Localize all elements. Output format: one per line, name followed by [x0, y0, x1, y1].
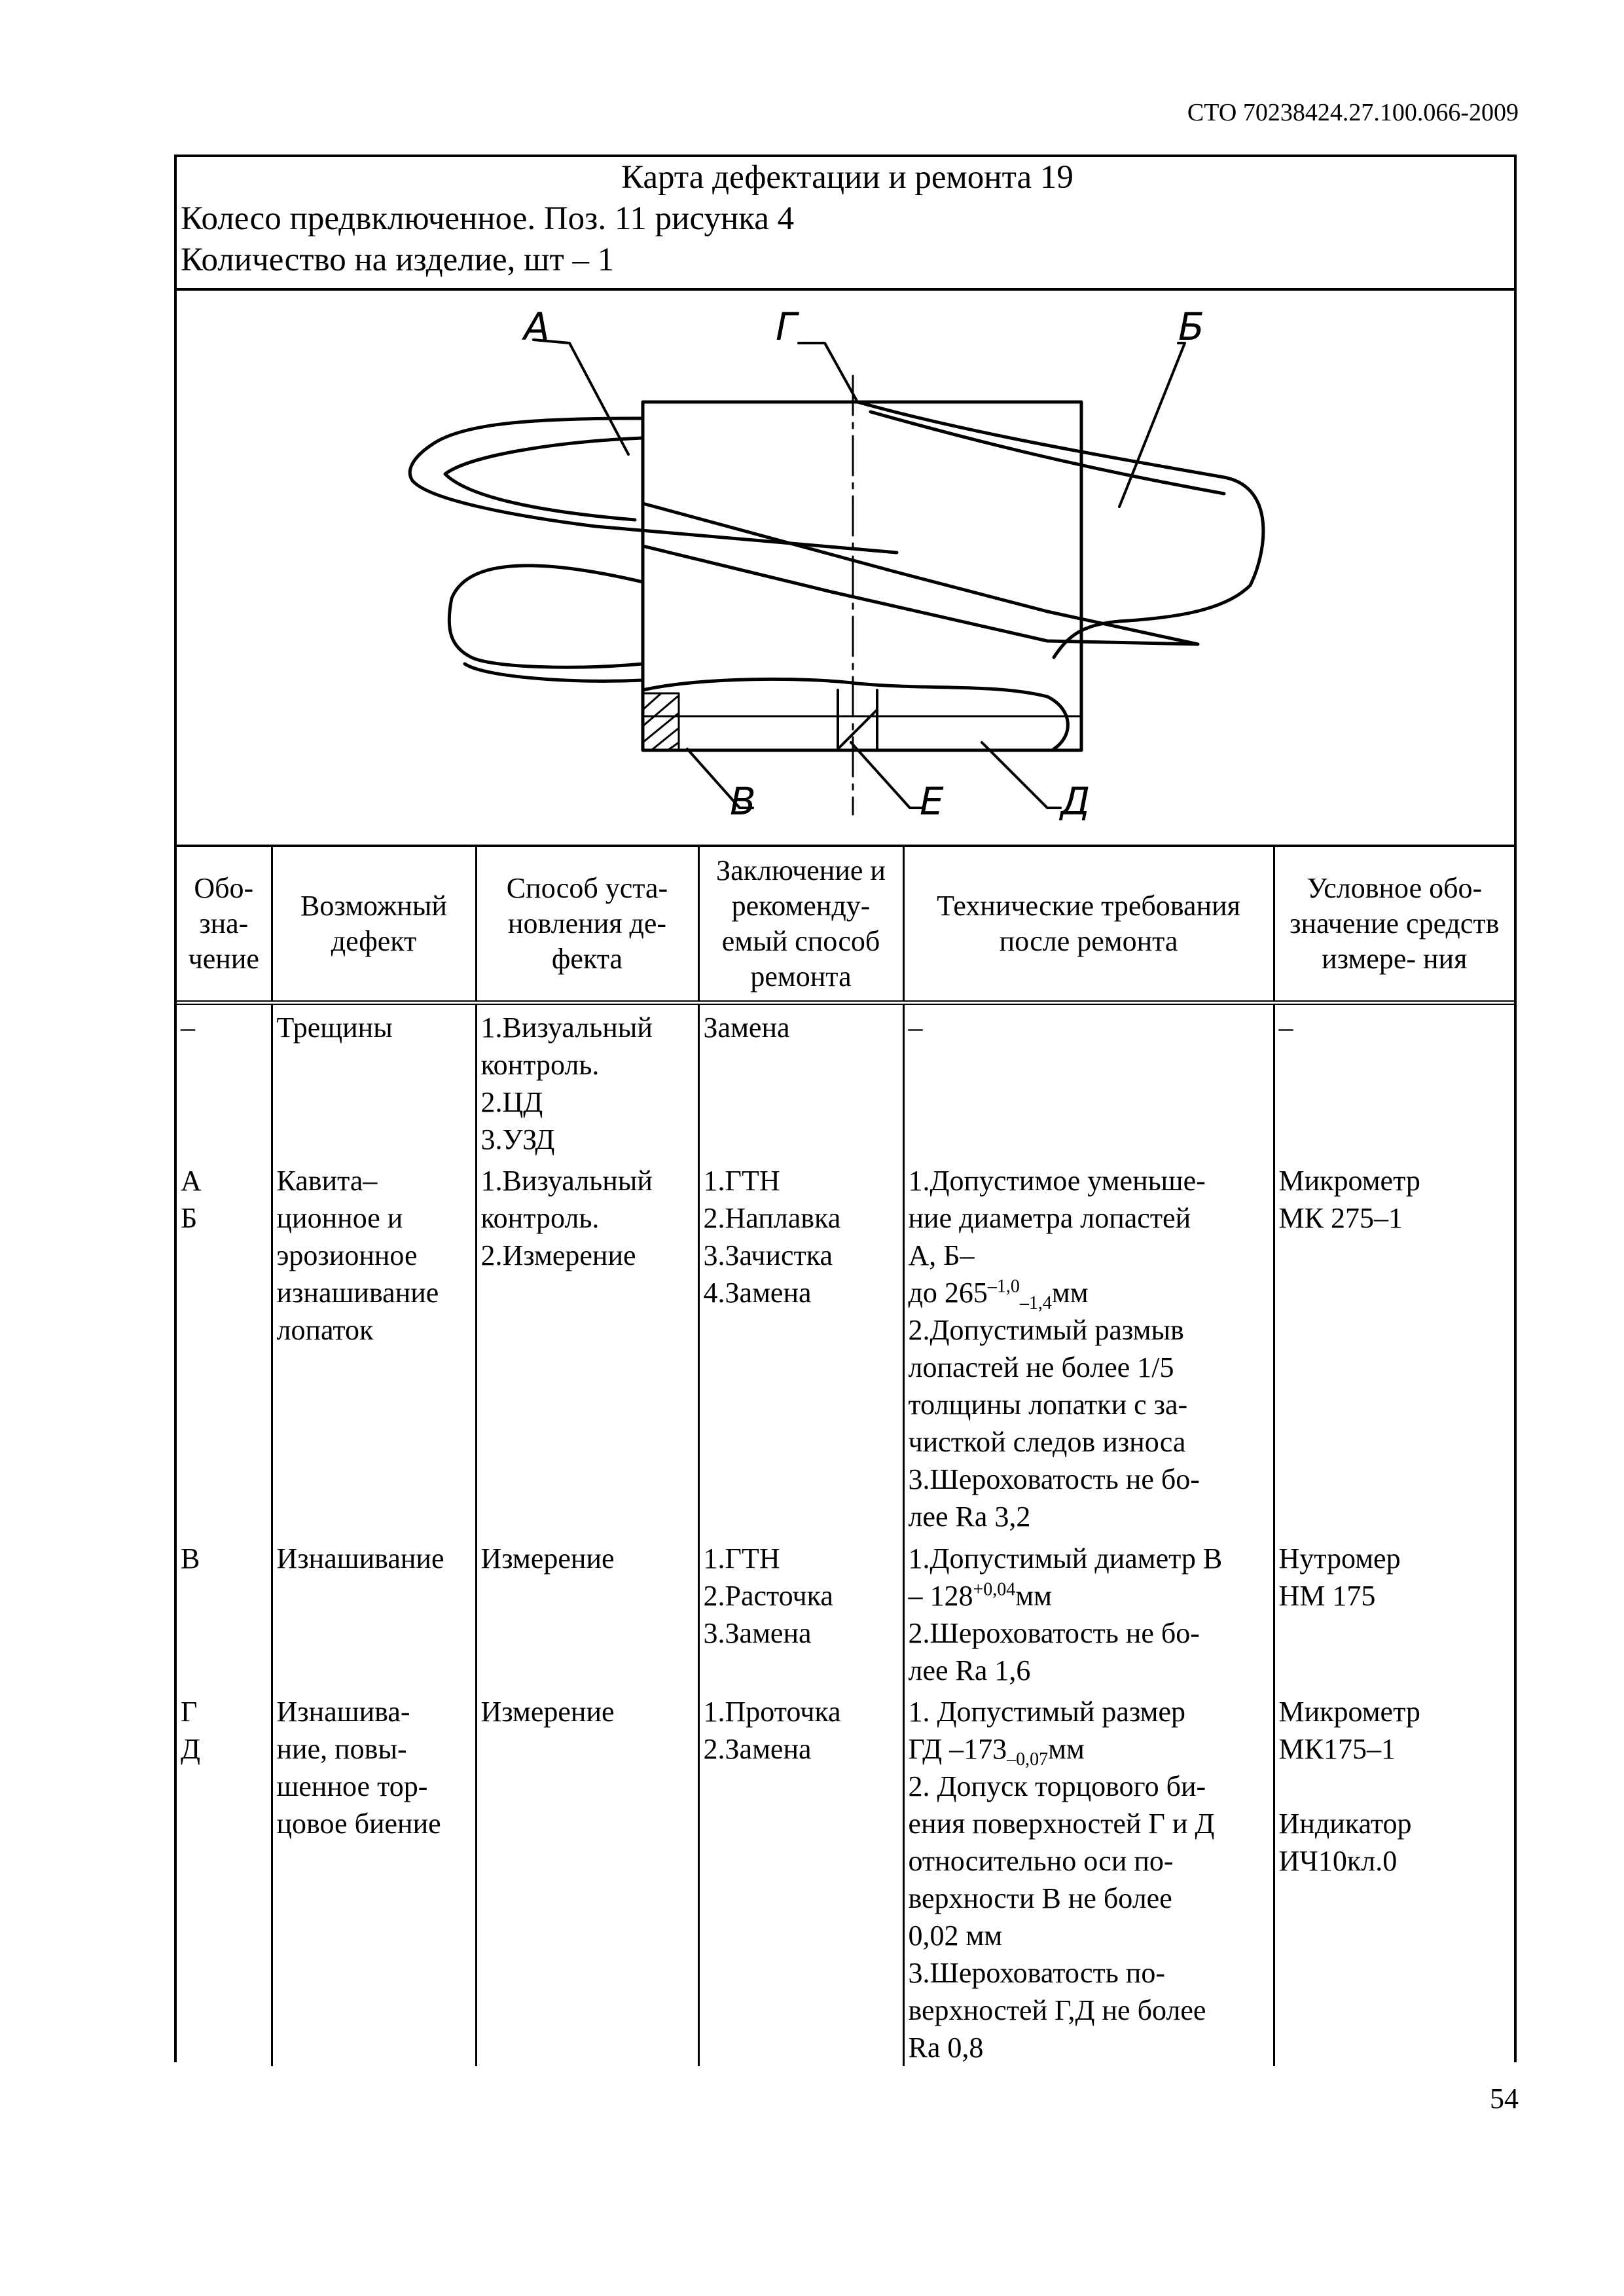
- designation-line: А: [181, 1165, 202, 1197]
- requirement-line: Ra 0,8: [908, 2032, 984, 2064]
- requirement-line: 2.Шероховатость не бо-: [908, 1617, 1200, 1649]
- table-row: [177, 1536, 1514, 1689]
- leader-lines: [533, 340, 1185, 808]
- defect-line: Трещины: [276, 1011, 393, 1044]
- cell-instruments: [1274, 1003, 1514, 1159]
- cell-defect: [272, 1689, 476, 2066]
- requirement-line: А, Б–: [908, 1239, 975, 1271]
- instruments-line: МК 275–1: [1278, 1202, 1403, 1234]
- designation-line: Д: [181, 1733, 201, 1765]
- requirement-line: чисткой следов износа: [908, 1426, 1186, 1458]
- defect-line: Изнашива-: [276, 1696, 410, 1728]
- header-instruments: Условное обо- значение средств измере- ния: [1274, 847, 1514, 1003]
- detection-line: 3.УЗД: [480, 1123, 555, 1156]
- upper-deviation: –1,0: [987, 1276, 1020, 1297]
- requirement-line: верхности В не более: [908, 1882, 1172, 1914]
- cell-designation: [177, 1689, 272, 2066]
- page-number: 54: [1490, 2083, 1519, 2115]
- part-drawing: [177, 291, 1514, 847]
- blade-lower: [449, 566, 643, 667]
- lower-deviation: –0,07: [1007, 1749, 1049, 1770]
- requirement-line: ения поверхностей Г и Д: [908, 1808, 1215, 1840]
- table-row: [177, 1003, 1514, 1159]
- dimension-value: до 265: [908, 1277, 988, 1309]
- keyway: [838, 690, 877, 750]
- designation-line: Б: [181, 1202, 198, 1234]
- detection-line: 1.Визуальный: [480, 1011, 653, 1044]
- instruments-line: НМ 175: [1278, 1580, 1376, 1612]
- defect-line: шенное тор-: [276, 1770, 428, 1802]
- requirement-line: ние диаметра лопастей: [908, 1202, 1191, 1234]
- lower-deviation: –1,4: [1019, 1292, 1052, 1313]
- instruments-line: Нутромер: [1278, 1542, 1401, 1575]
- cell-requirements: [903, 1536, 1274, 1689]
- detection-line: 1.Визуальный: [480, 1165, 653, 1197]
- requirement-line: лопастей не более 1/5: [908, 1351, 1174, 1383]
- dimension-unit: мм: [1051, 1277, 1089, 1309]
- cell-detection: [476, 1158, 698, 1536]
- defect-line: цовое биение: [276, 1808, 441, 1840]
- cell-instruments: [1274, 1689, 1514, 2066]
- header-detection: Способ уста- новления де- фекта: [476, 847, 698, 1003]
- cell-designation: [177, 1158, 272, 1536]
- detection-line: контроль.: [480, 1202, 600, 1234]
- defect-line: ние, повы-: [276, 1733, 407, 1765]
- label-a: А: [524, 304, 550, 349]
- impeller-drawing: [177, 291, 1514, 845]
- cell-conclusion: [698, 1689, 903, 2066]
- cell-designation: [177, 1536, 272, 1689]
- blade-b: [857, 402, 1263, 657]
- cell-instruments: [1274, 1536, 1514, 1689]
- hub-inner: [643, 679, 1068, 749]
- table-row: [177, 1158, 1514, 1536]
- upper-deviation: +0,04: [973, 1579, 1016, 1600]
- label-g: Г: [776, 304, 797, 349]
- requirement-line: лее Ra 3,2: [908, 1501, 1031, 1533]
- instruments-line: Индикатор: [1278, 1808, 1412, 1840]
- quantity-line: Количество на изделие, шт – 1: [181, 242, 615, 278]
- blade-b-inner: [871, 412, 1224, 494]
- cell-conclusion: [698, 1003, 903, 1159]
- tolerance-dimension: [909, 1730, 1269, 1768]
- requirement-line: верхностей Г,Д не более: [908, 1994, 1206, 2026]
- cell-conclusion: [698, 1158, 903, 1536]
- header-conclusion: Заключение и рекоменду- емый способ ремонта: [698, 847, 903, 1003]
- requirement-line: лее Ra 1,6: [908, 1654, 1031, 1686]
- conclusion-line: 2.Замена: [703, 1733, 812, 1765]
- designation-line: Г: [181, 1696, 198, 1728]
- tolerance-dimension: [909, 1274, 1269, 1311]
- card-header: [177, 157, 1514, 291]
- hub-body: [643, 402, 1081, 750]
- dimension-unit: мм: [1048, 1733, 1085, 1765]
- cell-requirements: [903, 1003, 1274, 1159]
- header-designation: Обо- зна- чение: [177, 847, 272, 1003]
- label-d: Д: [1060, 779, 1091, 824]
- bore-hatch: [643, 693, 679, 750]
- requirement-line: 1. Допустимый размер: [908, 1696, 1185, 1728]
- conclusion-line: 3.Замена: [703, 1617, 812, 1649]
- cell-detection: [476, 1536, 698, 1689]
- detection-line: 2.ЦД: [480, 1086, 543, 1118]
- instruments-line: Микрометр: [1278, 1165, 1420, 1197]
- cell-detection: [476, 1003, 698, 1159]
- conclusion-line: 3.Зачистка: [703, 1239, 833, 1271]
- conclusion-line: 4.Замена: [703, 1277, 812, 1309]
- detection-line: 2.Измерение: [480, 1239, 636, 1271]
- dimension-value: – 128: [908, 1580, 973, 1612]
- header-defect: Возможный дефект: [272, 847, 476, 1003]
- designation-line: –: [181, 1011, 195, 1044]
- part-line: Колесо предвключенное. Поз. 11 рисунка 4: [181, 200, 795, 237]
- requirement-line: 3.Шероховатость по-: [908, 1957, 1165, 1989]
- conclusion-line: Замена: [703, 1011, 790, 1044]
- defect-line: ционное и: [276, 1202, 403, 1234]
- cell-defect: [272, 1158, 476, 1536]
- conclusion-line: 2.Расточка: [703, 1580, 833, 1612]
- cell-conclusion: [698, 1536, 903, 1689]
- label-b: Б: [1178, 304, 1204, 349]
- detection-line: Измерение: [480, 1542, 615, 1575]
- card-title: Карта дефектации и ремонта 19: [621, 159, 1074, 196]
- conclusion-line: 2.Наплавка: [703, 1202, 841, 1234]
- conclusion-line: 1.Проточка: [703, 1696, 841, 1728]
- instruments-line: –: [1278, 1011, 1293, 1044]
- requirement-line: 3.Шероховатость не бо-: [908, 1463, 1200, 1495]
- requirement-line: толщины лопатки с за-: [908, 1389, 1188, 1421]
- dimension-value: ГД –173: [908, 1733, 1007, 1765]
- tolerance-dimension: [909, 1577, 1269, 1614]
- defect-line: изнашивание: [276, 1277, 439, 1309]
- requirement-line: 1.Допустимый диаметр В: [908, 1542, 1223, 1575]
- table-row: [177, 1689, 1514, 2066]
- cell-defect: [272, 1536, 476, 1689]
- label-e: Е: [920, 779, 944, 824]
- instruments-line: [1279, 1768, 1511, 1805]
- requirement-line: 2. Допуск торцового би-: [908, 1770, 1206, 1802]
- conclusion-line: 1.ГТН: [703, 1542, 780, 1575]
- cell-designation: [177, 1003, 272, 1159]
- requirement-line: 2.Допустимый размыв: [908, 1314, 1184, 1346]
- requirement-line: относительно оси по-: [908, 1845, 1174, 1877]
- dimension-unit: мм: [1015, 1580, 1052, 1612]
- cell-instruments: [1274, 1158, 1514, 1536]
- cell-detection: [476, 1689, 698, 2066]
- designation-line: В: [181, 1542, 200, 1575]
- defect-line: лопаток: [276, 1314, 374, 1346]
- defect-line: Кавита–: [276, 1165, 378, 1197]
- table-header-row: [177, 847, 1514, 1003]
- detection-line: контроль.: [480, 1049, 600, 1081]
- table-body: [177, 1003, 1514, 2067]
- cell-requirements: [903, 1689, 1274, 2066]
- repair-card: [174, 155, 1517, 2062]
- defect-line: эрозионное: [276, 1239, 418, 1271]
- header-requirements: Технические требования после ремонта: [903, 847, 1274, 1003]
- instruments-line: ИЧ10кл.0: [1278, 1845, 1398, 1877]
- instruments-line: Микрометр: [1278, 1696, 1420, 1728]
- defect-line: Изнашивание: [276, 1542, 444, 1575]
- cell-defect: [272, 1003, 476, 1159]
- label-v: В: [730, 779, 756, 824]
- defects-table: [177, 847, 1514, 2066]
- cell-requirements: [903, 1158, 1274, 1536]
- conclusion-line: 1.ГТН: [703, 1165, 780, 1197]
- blade-a-inner: [445, 438, 643, 520]
- requirement-line: 1.Допустимое уменьше-: [908, 1165, 1206, 1197]
- instruments-line: МК175–1: [1278, 1733, 1396, 1765]
- document-code: СТО 70238424.27.100.066-2009: [1187, 99, 1519, 126]
- requirement-line: 0,02 мм: [908, 1920, 1003, 1952]
- blade-a: [410, 418, 897, 553]
- detection-line: Измерение: [480, 1696, 615, 1728]
- requirements-line: –: [908, 1011, 923, 1044]
